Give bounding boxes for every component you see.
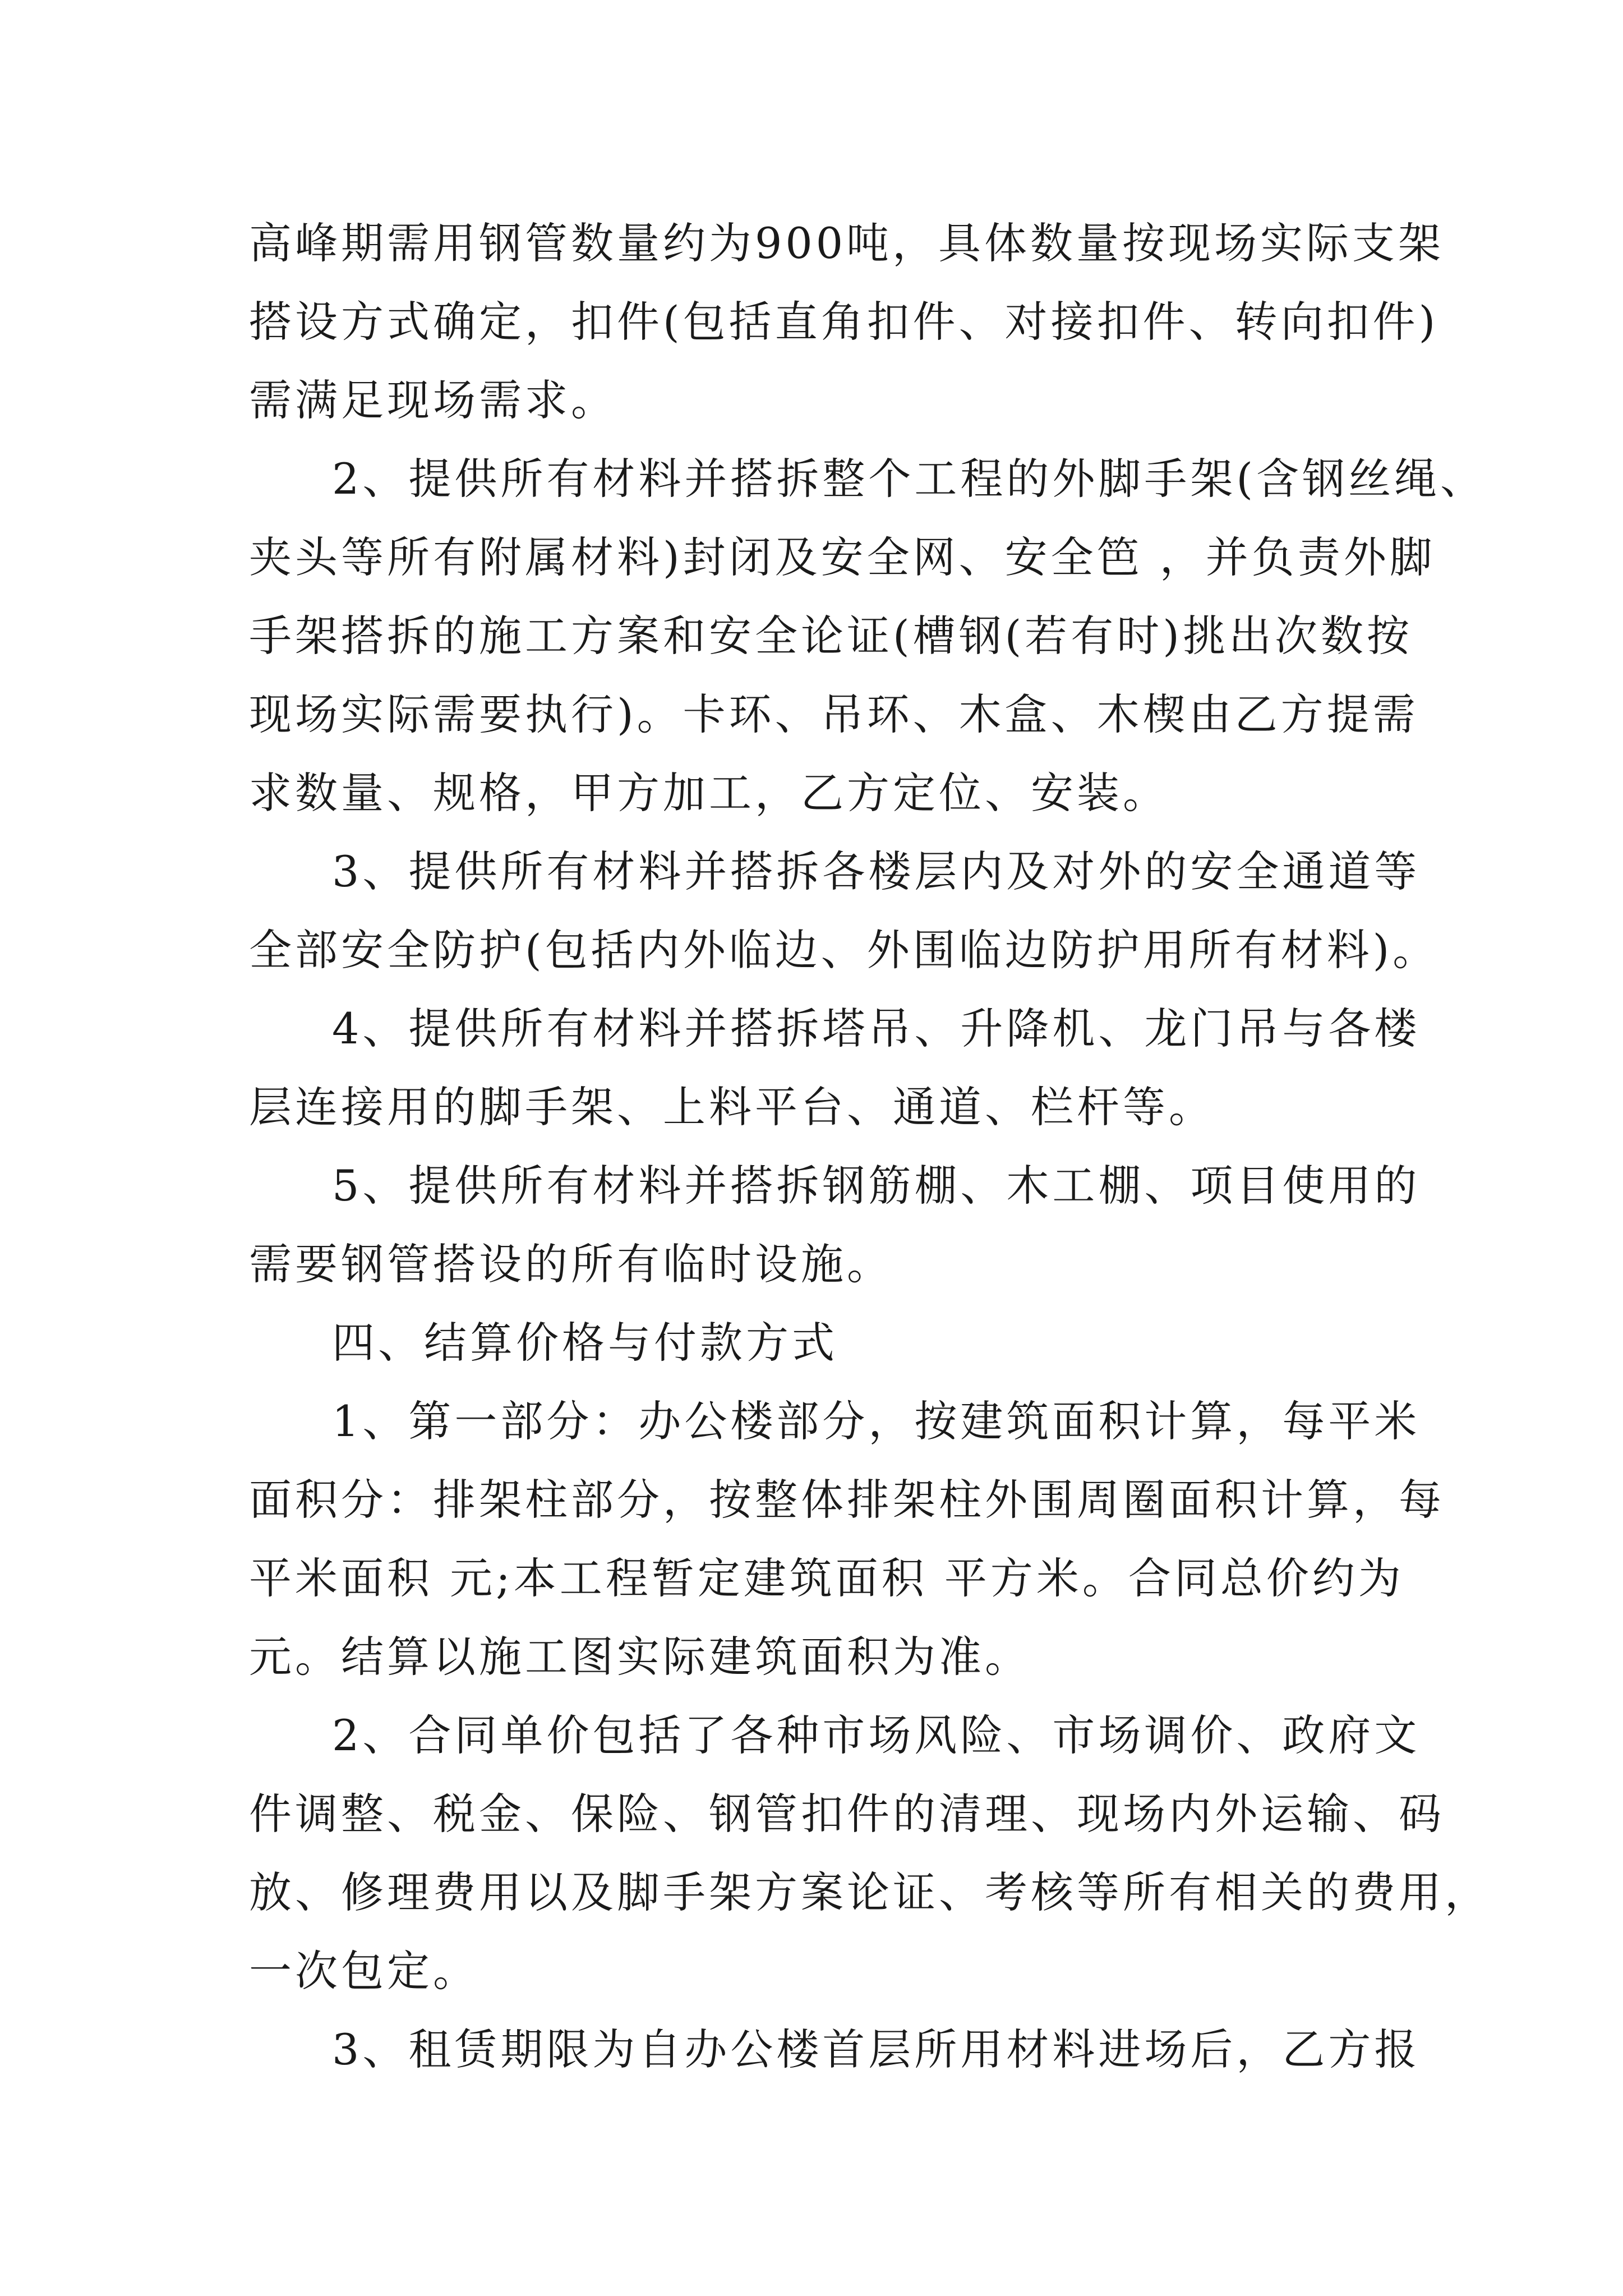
text-line: 面积分：排架柱部分，按整体排架柱外围周圈面积计算，每 [249, 1475, 1445, 1525]
text-line: 高峰期需用钢管数量约为900吨，具体数量按现场实际支架 [249, 218, 1445, 268]
text-line: 放、修理费用以及脚手架方案论证、考核等所有相关的费用， [249, 1867, 1491, 1917]
text-line: 层连接用的脚手架、上料平台、通道、栏杆等。 [249, 1082, 1215, 1132]
section-heading: 四、结算价格与付款方式 [332, 1318, 838, 1368]
text-line: 需满足现场需求。 [249, 375, 617, 425]
text-line: 夹头等所有附属材料)封闭及安全网、安全笆 ，并负责外脚 [249, 532, 1436, 582]
paragraph-start-line: 1、第一部分：办公楼部分，按建筑面积计算，每平米 [332, 1396, 1421, 1446]
paragraph-start-line: 3、租赁期限为自办公楼首层所用材料进场后，乙方报 [332, 2024, 1421, 2074]
paragraph-start-line: 4、提供所有材料并搭拆塔吊、升降机、龙门吊与各楼 [332, 1004, 1421, 1053]
text-line: 元。结算以施工图实际建筑面积为准。 [249, 1632, 1031, 1682]
text-line: 需要钢管搭设的所有临时设施。 [249, 1239, 893, 1289]
text-line: 手架搭拆的施工方案和安全论证(槽钢(若有时)挑出次数按 [249, 611, 1413, 661]
text-line: 一次包定。 [249, 1946, 479, 1996]
text-line: 平米面积 元;本工程暂定建筑面积 平方米。合同总价约为 [249, 1553, 1404, 1603]
text-line: 全部安全防护(包括内外临边、外围临边防护用所有材料)。 [249, 925, 1439, 975]
text-line: 搭设方式确定，扣件(包括直角扣件、对接扣件、转向扣件) [249, 297, 1439, 347]
text-line: 现场实际需要执行)。卡环、吊环、木盒、木楔由乙方提需 [249, 689, 1419, 739]
text-line: 件调整、税金、保险、钢管扣件的清理、现场内外运输、码 [249, 1789, 1445, 1839]
paragraph-start-line: 5、提供所有材料并搭拆钢筋棚、木工棚、项目使用的 [332, 1161, 1421, 1211]
paragraph-start-line: 2、合同单价包括了各种市场风险、市场调价、政府文 [332, 1710, 1421, 1760]
paragraph-start-line: 2、提供所有材料并搭拆整个工程的外脚手架(含钢丝绳、 [332, 454, 1487, 504]
text-line: 求数量、规格，甲方加工，乙方定位、安装。 [249, 768, 1169, 818]
paragraph-start-line: 3、提供所有材料并搭拆各楼层内及对外的安全通道等 [332, 846, 1421, 896]
